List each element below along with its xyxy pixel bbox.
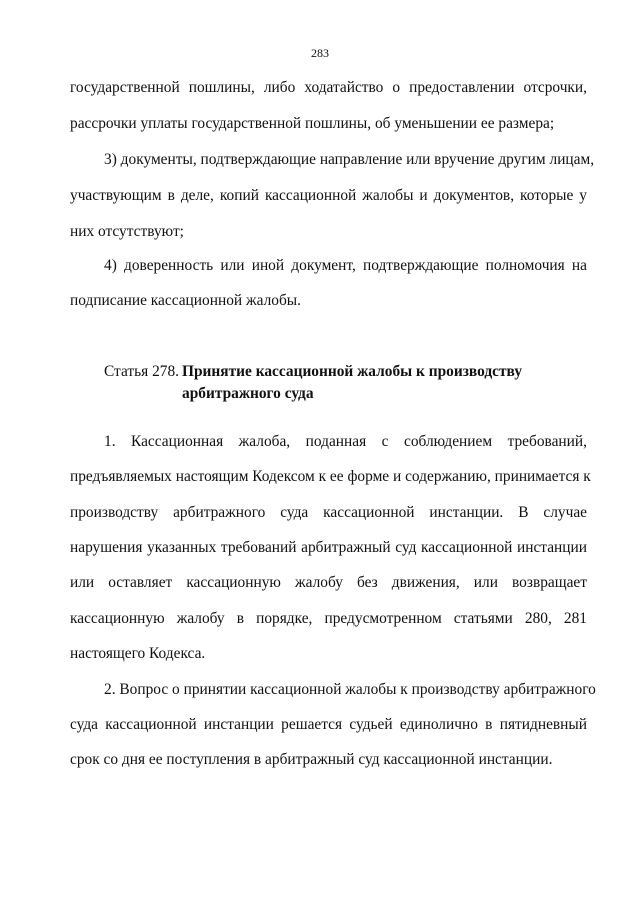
text-line: рассрочки уплаты государственной пошлины, об уменьшении ее размера; [70,115,555,132]
text-line: участвующим в деле, копий кассационной жалобы и документов, которые у [70,187,587,204]
text-line: кассационную жалобу в порядке, предусмотренном статьями 280, 281 [70,610,587,627]
text-line: или оставляет кассационную жалобу без движения, или возвращает [70,574,587,591]
text-line: них отсутствуют; [70,223,184,240]
text-line: 1. Кассационная жалоба, поданная с соблюдением требований, [104,433,587,450]
article-label: Статья 278. [104,363,180,380]
text-line: подписание кассационной жалобы. [70,292,301,309]
page-number: 283 [311,46,329,60]
text-line: нарушения указанных требований арбитражный суд кассационной инстанции [70,539,587,556]
text-line: государственной пошлины, либо ходатайство о предоставлении отсрочки, [70,79,587,96]
text-line: 4) доверенность или иной документ, подтверждающие полномочия на [104,257,587,274]
text-line: 3) документы, подтверждающие направление или вручение другим лицам, [104,151,595,168]
text-line: суда кассационной инстанции решается судьей единолично в пятидневный [70,716,587,733]
article-title-line: Принятие кассационной жалобы к производству [182,363,523,380]
article-title-line: арбитражного суда [182,385,314,402]
text-line: 2. Вопрос о принятии кассационной жалобы к производству арбитражного [104,681,596,698]
text-line: производству арбитражного суда кассационной инстанции. В случае [70,504,587,521]
text-line: предъявляемых настоящим Кодексом к ее форме и содержанию, принимается к [70,468,591,485]
text-line: срок со дня ее поступления в арбитражный суд кассационной инстанции. [70,751,553,768]
text-line: настоящего Кодекса. [70,645,206,662]
